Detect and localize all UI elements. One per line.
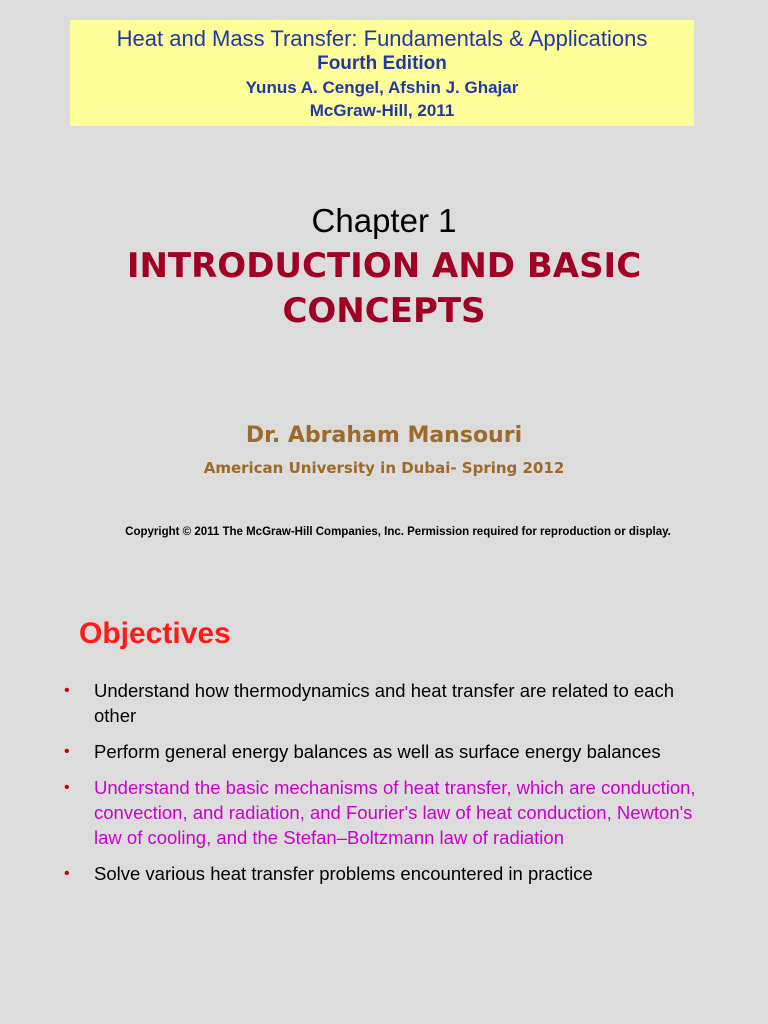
chapter-title-line-1: INTRODUCTION AND BASIC xyxy=(126,246,642,286)
book-publisher: McGraw-Hill, 2011 xyxy=(309,101,455,120)
lecturer-affiliation: American University in Dubai- Spring 2012 xyxy=(203,459,565,477)
objective-item xyxy=(60,739,710,764)
chapter-number: Chapter 1 xyxy=(311,202,457,239)
objectives-heading: Objectives xyxy=(79,617,231,650)
objective-text: Understand the basic mechanisms of heat transfer, which are conduction, convection, and radiation, and Fourier's law of heat conduction, Newton's law of cooling, and the Stefan–Boltzmann law of radiation xyxy=(94,777,696,848)
lecturer-name: Dr. Abraham Mansouri xyxy=(245,423,523,448)
bullet-icon: • xyxy=(64,865,70,882)
bullet-icon: • xyxy=(64,743,70,760)
chapter-title-line-2: CONCEPTS xyxy=(282,291,486,331)
bullet-icon: • xyxy=(64,682,70,699)
chapter-title xyxy=(0,244,768,334)
objective-item-highlighted xyxy=(60,775,710,850)
objective-text: Solve various heat transfer problems encountered in practice xyxy=(94,863,593,884)
book-info-box xyxy=(70,20,694,126)
book-edition: Fourth Edition xyxy=(317,53,447,74)
objectives-list xyxy=(60,678,710,897)
objective-item xyxy=(60,861,710,886)
objective-text: Perform general energy balances as well as surface energy balances xyxy=(94,741,661,762)
copyright-notice: Copyright © 2011 The McGraw-Hill Companies, Inc. Permission required for reproduction or display. xyxy=(125,526,671,538)
book-authors: Yunus A. Cengel, Afshin J. Ghajar xyxy=(245,78,519,97)
book-title: Heat and Mass Transfer: Fundamentals & Applications xyxy=(116,26,648,51)
objective-item xyxy=(60,678,710,728)
bullet-icon: • xyxy=(64,779,70,796)
objective-text: Understand how thermodynamics and heat transfer are related to each other xyxy=(94,680,674,726)
